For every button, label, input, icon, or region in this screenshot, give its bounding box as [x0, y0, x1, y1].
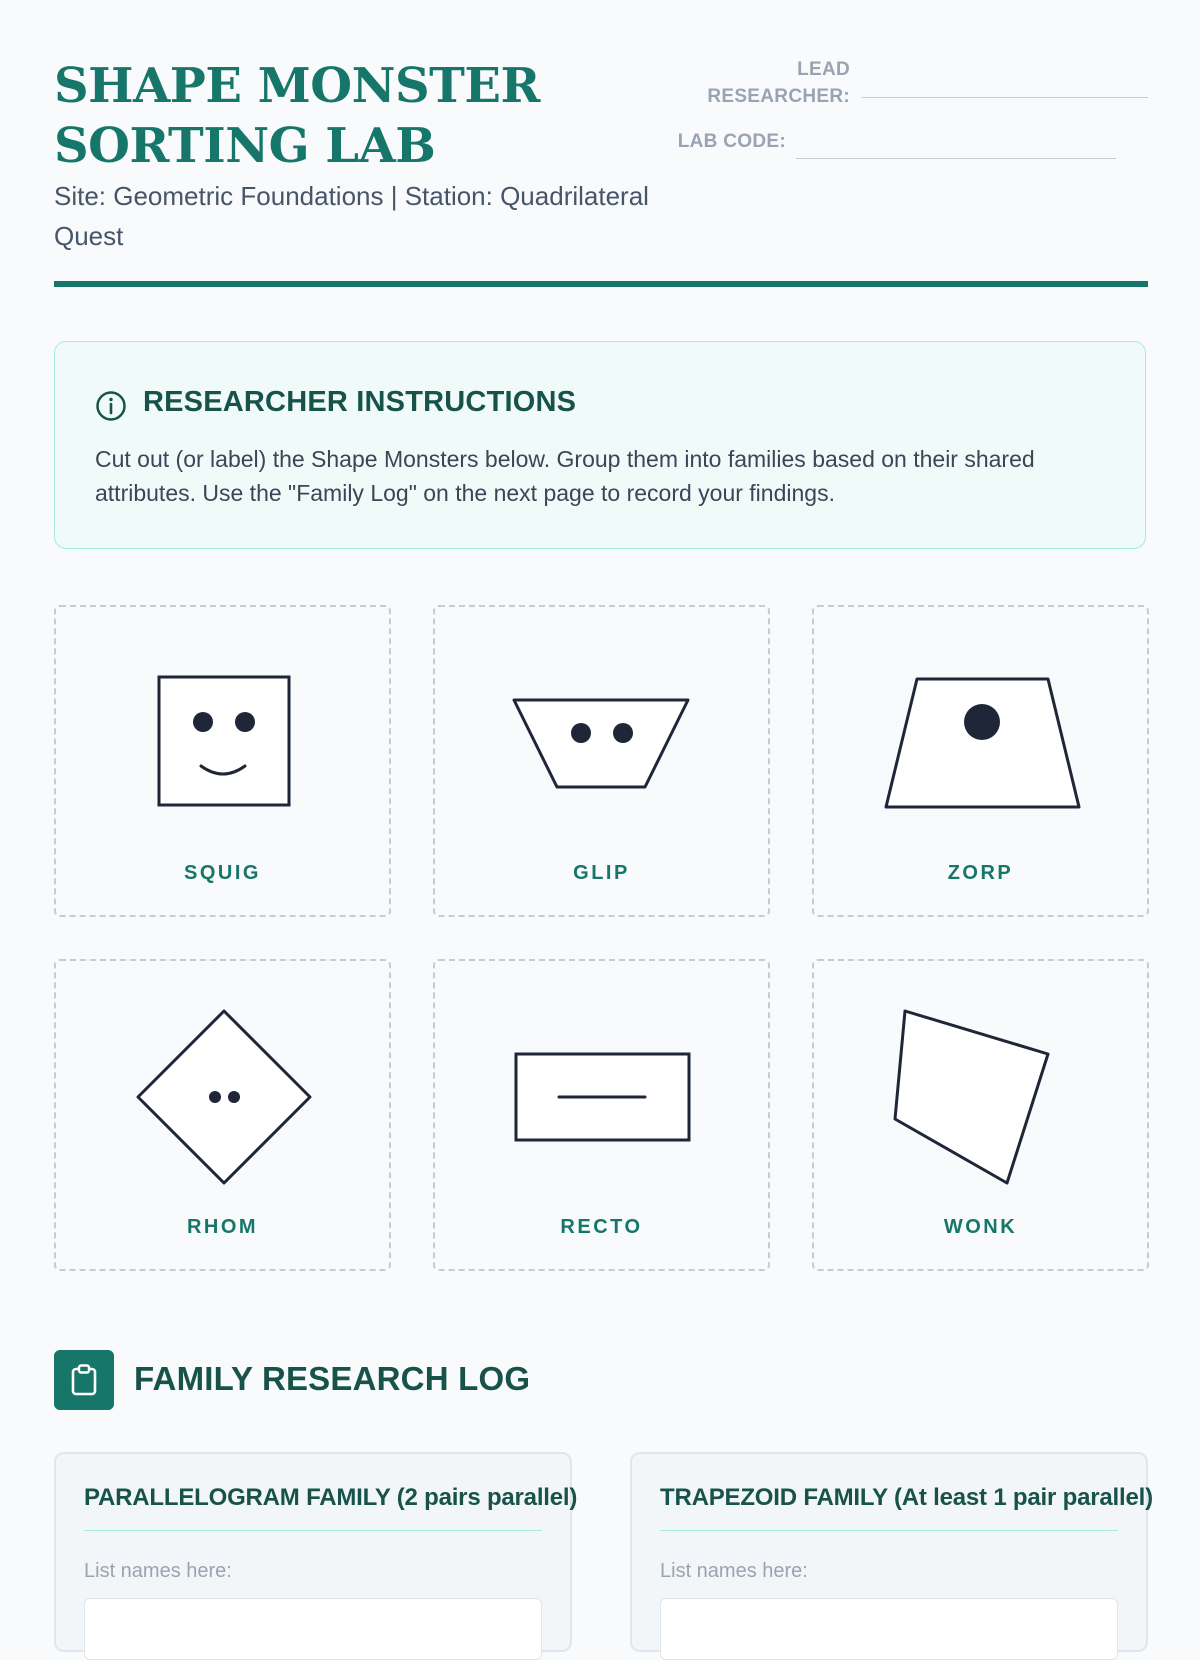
monster-name: WONK	[943, 1216, 1018, 1238]
monster-card-zorp[interactable]	[812, 605, 1149, 917]
instructions-panel	[54, 341, 1146, 549]
family-card-parallelogram	[54, 1452, 578, 1652]
monster-card-wonk[interactable]	[812, 959, 1149, 1271]
lab-code-label: LAB CODE:	[677, 131, 786, 152]
monster-name: RHOM	[186, 1216, 259, 1238]
page-title: SHAPE MONSTER SORTING LAB	[54, 58, 540, 174]
family-divider	[660, 1530, 1118, 1531]
worksheet-header	[54, 56, 1148, 288]
monster-card-recto[interactable]	[433, 959, 770, 1271]
header-divider	[54, 281, 1148, 287]
monster-card-glip[interactable]	[433, 605, 770, 917]
lead-researcher-label: LEAD RESEARCHER:	[707, 59, 850, 107]
info-icon	[95, 390, 127, 422]
instructions-title: RESEARCHER INSTRUCTIONS	[143, 386, 577, 418]
monster-card-rhom[interactable]	[54, 959, 391, 1271]
lab-code-field[interactable]	[796, 158, 1116, 159]
monster-name: RECTO	[560, 1216, 643, 1238]
log-icon-badge	[54, 1350, 114, 1410]
family-names-field[interactable]	[660, 1598, 1118, 1660]
clipboard-icon	[68, 1363, 100, 1397]
lead-researcher-field[interactable]	[862, 97, 1148, 98]
family-title: PARALLELOGRAM FAMILY (2 pairs parallel)	[84, 1484, 578, 1511]
family-card-trapezoid	[630, 1452, 1153, 1652]
log-title: FAMILY RESEARCH LOG	[134, 1360, 531, 1397]
monster-name: GLIP	[573, 862, 630, 884]
family-title: TRAPEZOID FAMILY (At least 1 pair parallel)	[660, 1484, 1153, 1511]
family-list-label: List names here:	[84, 1560, 232, 1582]
instructions-body: Cut out (or label) the Shape Monsters below. Group them into families based on their shared attributes. Use the "Family Log" on the next page to record your findings.	[95, 446, 1035, 506]
family-names-field[interactable]	[84, 1598, 542, 1660]
page-subtitle: Site: Geometric Foundations | Station: Quadrilateral Quest	[54, 181, 649, 251]
family-divider	[84, 1530, 542, 1531]
family-list-label: List names here:	[660, 1560, 808, 1582]
monster-name: ZORP	[947, 862, 1014, 884]
monster-card-squig[interactable]	[54, 605, 391, 917]
monster-name: SQUIG	[184, 862, 261, 884]
